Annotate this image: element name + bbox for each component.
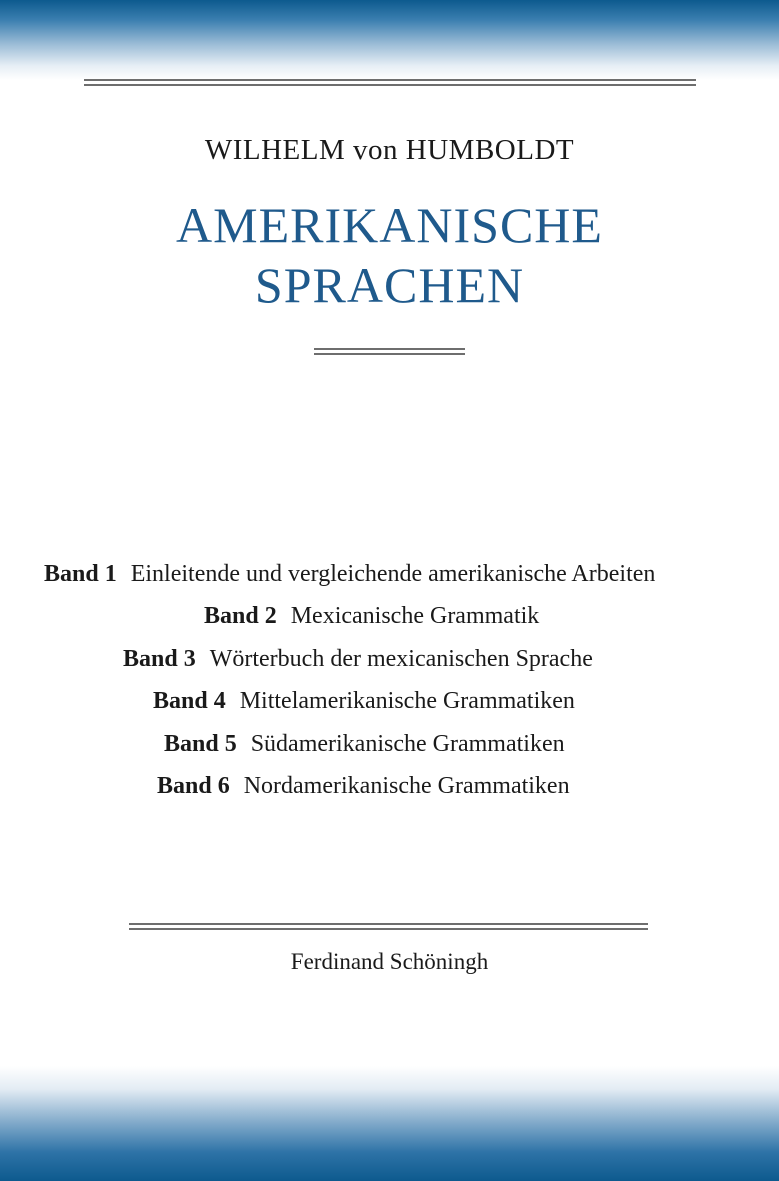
volume-title: Nordamerikanische Grammatiken xyxy=(243,773,570,799)
volume-number: Band 1 xyxy=(44,561,117,587)
bottom-gradient-band xyxy=(0,1066,779,1181)
volume-number: Band 6 xyxy=(157,773,230,799)
volume-item xyxy=(164,729,565,759)
volume-item xyxy=(157,771,570,801)
volume-item xyxy=(123,644,593,674)
volume-item xyxy=(204,601,539,631)
volume-title: Mittelamerikanische Grammatiken xyxy=(239,688,575,714)
volume-title: Einleitende und vergleichende amerikanische Arbeiten xyxy=(130,561,656,587)
volume-item xyxy=(44,559,655,589)
volume-number: Band 2 xyxy=(204,603,277,629)
top-double-rule xyxy=(84,79,696,86)
volume-number: Band 3 xyxy=(123,646,196,672)
volume-title: Mexicanische Grammatik xyxy=(290,603,540,629)
volume-item xyxy=(153,686,575,716)
publisher-name: Ferdinand Schöningh xyxy=(290,949,489,974)
volume-number: Band 5 xyxy=(164,731,237,757)
title-double-rule xyxy=(314,348,465,355)
title-line-1: AMERIKANISCHE xyxy=(176,197,603,253)
title-line-2: SPRACHEN xyxy=(254,257,525,313)
volume-number: Band 4 xyxy=(153,688,226,714)
volume-title: Wörterbuch der mexicanischen Sprache xyxy=(209,646,593,672)
book-title xyxy=(0,195,779,315)
bottom-double-rule xyxy=(129,923,648,930)
volume-title: Südamerikanische Grammatiken xyxy=(250,731,565,757)
author-name: WILHELM von HUMBOLDT xyxy=(204,134,575,166)
top-gradient-band xyxy=(0,0,779,80)
